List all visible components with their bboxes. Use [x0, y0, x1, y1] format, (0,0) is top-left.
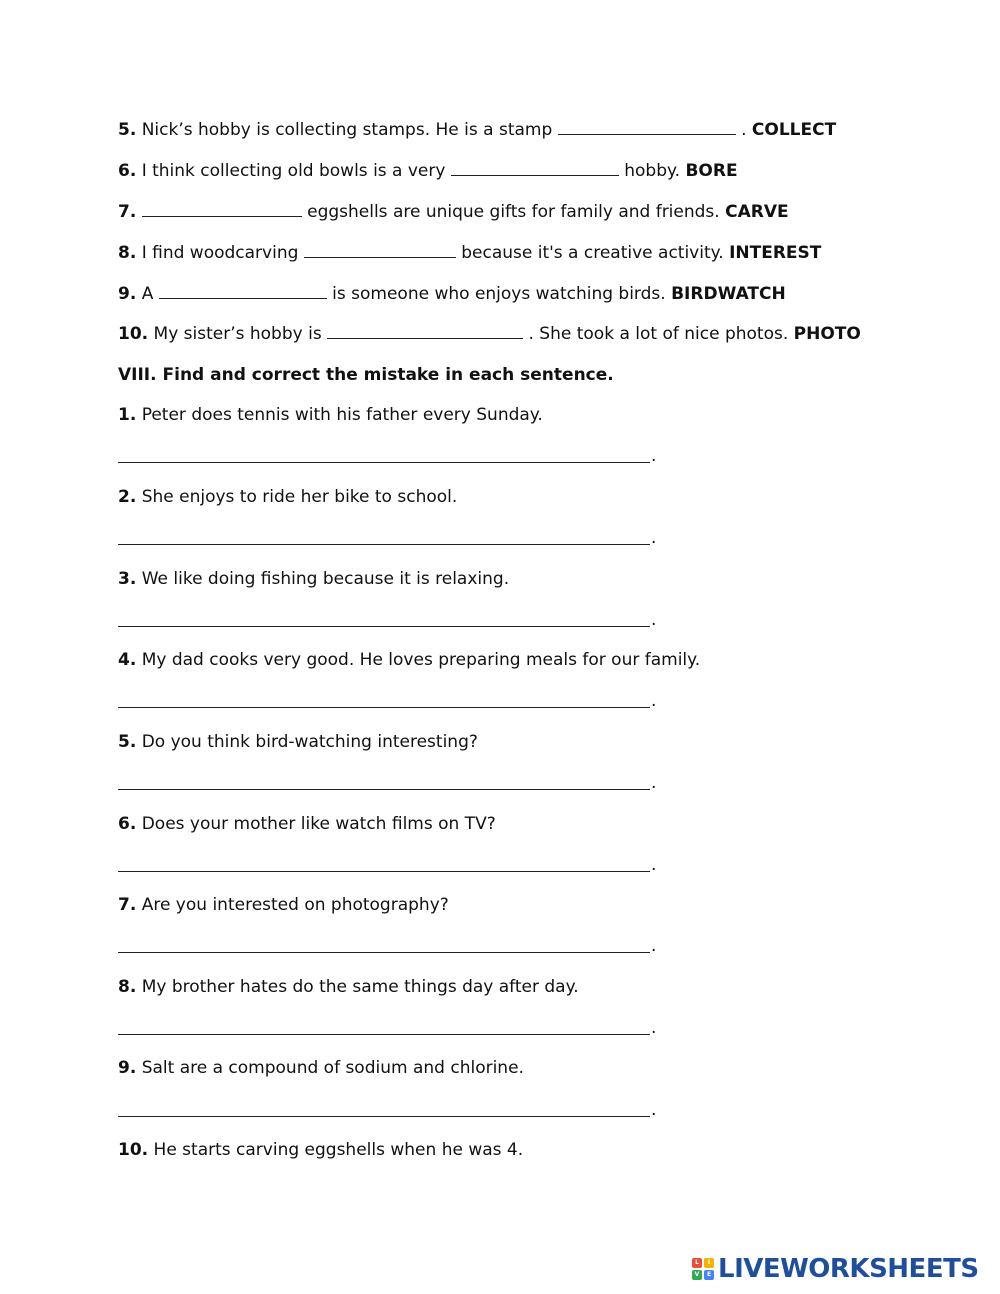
line-end-period: . — [651, 773, 657, 793]
answer-blank[interactable] — [558, 120, 736, 135]
item-text: I think collecting old bowls is a very — [141, 161, 446, 181]
line-end-period: . — [651, 1100, 657, 1120]
correction-item — [118, 731, 478, 753]
item-number: 10. — [118, 1140, 149, 1160]
item-text: My dad cooks very good. He loves preparing meals for our family. — [141, 650, 701, 670]
line-end-period: . — [651, 691, 657, 711]
correction-item — [118, 813, 496, 835]
item-text: We like doing fishing because it is relaxing. — [141, 569, 510, 589]
answer-blank[interactable] — [451, 161, 619, 176]
logo-mark-letter: L — [692, 1258, 702, 1268]
item-text: Are you interested on photography? — [141, 895, 449, 915]
item-text: Peter does tennis with his father every Sunday. — [141, 405, 543, 425]
keyword: PHOTO — [793, 324, 861, 344]
answer-blank[interactable] — [327, 324, 523, 339]
item-number: 7. — [118, 202, 137, 222]
item-number: 3. — [118, 569, 137, 589]
item-text: Nick’s hobby is collecting stamps. He is a stamp — [141, 120, 553, 140]
item-text: Salt are a compound of sodium and chlorine. — [141, 1058, 524, 1078]
liveworksheets-logo — [692, 1254, 979, 1284]
line-end-period: . — [651, 610, 657, 630]
item-text: He starts carving eggshells when he was 4. — [153, 1140, 524, 1160]
keyword: INTEREST — [729, 243, 822, 263]
item-text: . She took a lot of nice photos. — [528, 324, 789, 344]
item-text: A — [141, 284, 154, 304]
item-number: 9. — [118, 284, 137, 304]
item-number: 9. — [118, 1058, 137, 1078]
correction-item — [118, 976, 579, 998]
correction-item — [118, 486, 457, 508]
line-end-period: . — [651, 855, 657, 875]
word-formation-item — [118, 283, 786, 305]
line-end-period: . — [651, 446, 657, 466]
correction-item — [118, 1139, 523, 1161]
answer-line[interactable] — [118, 871, 650, 872]
item-number: 5. — [118, 732, 137, 752]
answer-line[interactable] — [118, 1116, 650, 1117]
logo-text: LIVEWORKSHEETS — [718, 1254, 979, 1284]
answer-line[interactable] — [118, 626, 650, 627]
answer-line[interactable] — [118, 462, 650, 463]
correction-item — [118, 404, 543, 426]
answer-blank[interactable] — [304, 243, 456, 258]
answer-line[interactable] — [118, 544, 650, 545]
item-number: 5. — [118, 120, 137, 140]
word-formation-item — [118, 119, 836, 141]
answer-line[interactable] — [118, 1034, 650, 1035]
item-text: eggshells are unique gifts for family and friends. — [307, 202, 720, 222]
logo-mark-letter: V — [692, 1270, 702, 1280]
word-formation-item — [118, 201, 789, 223]
item-number: 1. — [118, 405, 137, 425]
correction-item — [118, 894, 449, 916]
item-number: 6. — [118, 161, 137, 181]
correction-item — [118, 1057, 524, 1079]
item-number: 10. — [118, 324, 149, 344]
logo-mark-icon — [692, 1258, 714, 1280]
keyword: BORE — [685, 161, 738, 181]
line-end-period: . — [651, 528, 657, 548]
item-text: . — [741, 120, 747, 140]
logo-mark-letter: I — [704, 1258, 714, 1268]
word-formation-item — [118, 160, 738, 182]
item-number: 8. — [118, 977, 137, 997]
item-number: 8. — [118, 243, 137, 263]
keyword: BIRDWATCH — [671, 284, 786, 304]
correction-item — [118, 649, 700, 671]
line-end-period: . — [651, 1018, 657, 1038]
answer-line[interactable] — [118, 789, 650, 790]
section-heading: VIII. Find and correct the mistake in each sentence. — [118, 365, 614, 385]
item-number: 2. — [118, 487, 137, 507]
logo-mark-letter: E — [704, 1270, 714, 1280]
keyword: CARVE — [725, 202, 789, 222]
item-text: My brother hates do the same things day after day. — [141, 977, 579, 997]
item-text: My sister’s hobby is — [153, 324, 322, 344]
item-number: 4. — [118, 650, 137, 670]
item-number: 6. — [118, 814, 137, 834]
item-text: hobby. — [624, 161, 681, 181]
item-number: 7. — [118, 895, 137, 915]
item-text: because it's a creative activity. — [461, 243, 724, 263]
item-text: Do you think bird-watching interesting? — [141, 732, 478, 752]
answer-blank[interactable] — [159, 284, 327, 299]
answer-line[interactable] — [118, 707, 650, 708]
item-text: Does your mother like watch films on TV? — [141, 814, 496, 834]
correction-item — [118, 568, 509, 590]
line-end-period: . — [651, 936, 657, 956]
item-text: I find woodcarving — [141, 243, 299, 263]
item-text: is someone who enjoys watching birds. — [332, 284, 666, 304]
word-formation-item — [118, 242, 821, 264]
answer-blank[interactable] — [142, 202, 302, 217]
item-text: She enjoys to ride her bike to school. — [141, 487, 458, 507]
keyword: COLLECT — [751, 120, 837, 140]
answer-line[interactable] — [118, 952, 650, 953]
word-formation-item — [118, 323, 861, 345]
